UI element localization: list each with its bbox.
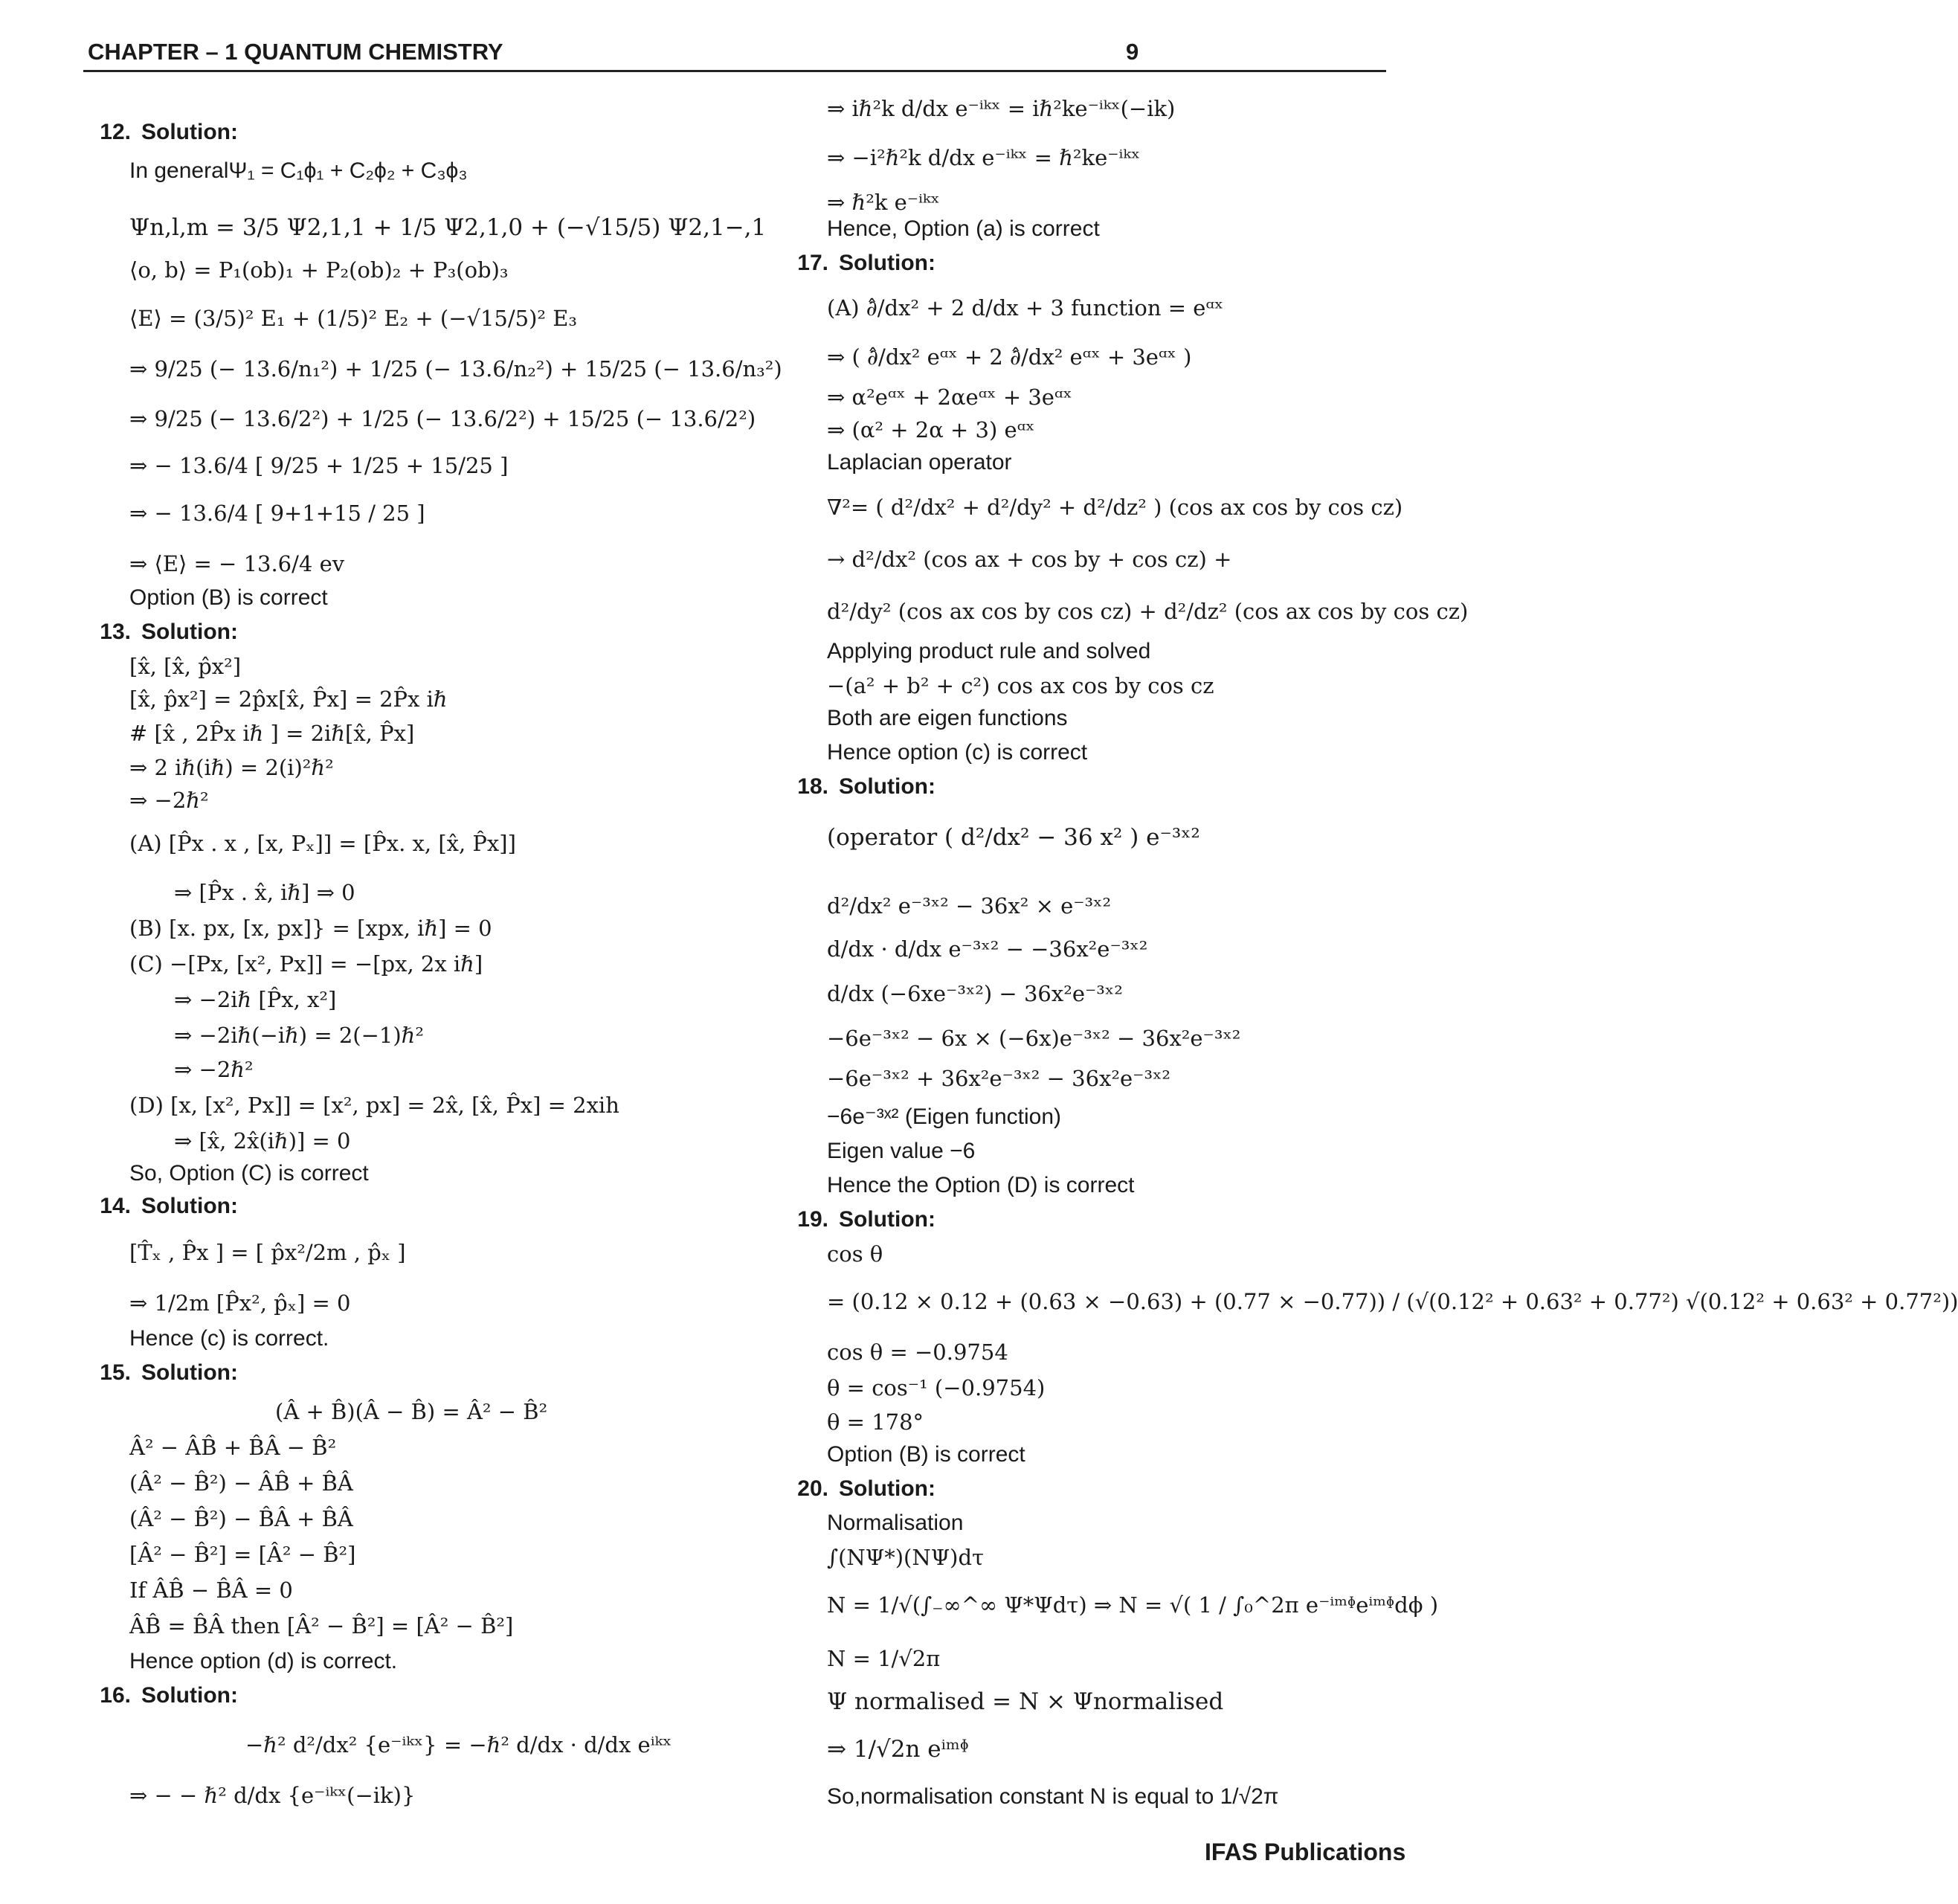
math-line: ⇒ 9/25 (− 13.6/2²) + 1/25 (− 13.6/2²) + 15/25 (− 13.6/2²) — [129, 406, 756, 431]
math-line: ⇒ iℏ²k d/dx e⁻ⁱᵏˣ = iℏ²ke⁻ⁱᵏˣ(−ik) — [827, 96, 1176, 121]
math-line: ⇒ − 13.6/4 [ 9/25 + 1/25 + 15/25 ] — [129, 453, 509, 478]
math-line: (Â² − B̂²) − B̂Â + B̂Â — [129, 1506, 353, 1531]
math-line: ⇒ −i²ℏ²k d/dx e⁻ⁱᵏˣ = ℏ²ke⁻ⁱᵏˣ — [827, 145, 1141, 170]
math-line: ÂB̂ = B̂Â then [Â² − B̂²] = [Â² − B̂²] — [129, 1613, 514, 1638]
solution-label: Solution: — [839, 1476, 935, 1501]
math-line: [Â² − B̂²] = [Â² − B̂²] — [129, 1542, 356, 1567]
math-line: d²/dy² (cos ax cos by cos cz) + d²/dz² (cos ax cos by cos cz) — [827, 599, 1469, 624]
text-line: So, Option (C) is correct — [129, 1161, 369, 1186]
math-line: (operator ( d²/dx² − 36 x² ) e⁻³ˣ² — [827, 824, 1200, 851]
chapter-title: CHAPTER – 1 QUANTUM CHEMISTRY — [88, 39, 503, 65]
math-line: ⇒ − − ℏ² d/dx {e⁻ⁱᵏˣ(−ik)} — [129, 1783, 416, 1808]
solution-label: Solution: — [141, 1360, 238, 1385]
solution-label: Solution: — [141, 1683, 238, 1708]
text-line: Hence, Option (a) is correct — [827, 216, 1100, 241]
solution-heading — [781, 1476, 935, 1502]
math-line: ⇒ [x̂, 2x̂(iℏ)] = 0 — [174, 1128, 351, 1154]
math-line: ⇒ ℏ²k e⁻ⁱᵏˣ — [827, 190, 940, 215]
math-line: (A) ∂̂/dx² + 2 d/dx + 3 function = eᵅˣ — [827, 295, 1224, 321]
math-line: [T̂ₓ , P̂x ] = [ p̂x²/2m , p̂ₓ ] — [129, 1240, 406, 1265]
question-number: 12. — [100, 120, 131, 144]
math-line: ⇒ − 13.6/4 [ 9+1+15 / 25 ] — [129, 501, 425, 526]
math-line: If ÂB̂ − B̂Â = 0 — [129, 1577, 293, 1603]
math-line: ⇒ −2iℏ(−iℏ) = 2(−1)ℏ² — [174, 1023, 424, 1048]
solution-heading — [83, 1360, 238, 1386]
solution-heading — [781, 1206, 935, 1233]
solution-heading — [83, 619, 238, 646]
text-line: Hence (c) is correct. — [129, 1326, 329, 1351]
math-line: −ℏ² d²/dx² {e⁻ⁱᵏˣ} = −ℏ² d/dx · d/dx eⁱᵏˣ — [245, 1732, 672, 1757]
math-line: ∇²= ( d²/dx² + d²/dy² + d²/dz² ) (cos ax cos by cos cz) — [827, 495, 1403, 520]
text-line: Option (B) is correct — [827, 1442, 1025, 1467]
solution-heading — [781, 250, 935, 277]
math-line: −6e⁻³ˣ² + 36x²e⁻³ˣ² − 36x²e⁻³ˣ² — [827, 1066, 1171, 1091]
math-line: ⇒ 2 iℏ(iℏ) = 2(i)²ℏ² — [129, 755, 334, 780]
math-line: θ = 178° — [827, 1409, 924, 1435]
text-line: Eigen value −6 — [827, 1139, 976, 1163]
math-line: ⇒ −2iℏ [P̂x, x²] — [174, 987, 337, 1012]
math-line: ∫(NΨ*)(NΨ)dτ — [827, 1545, 985, 1570]
math-line: d²/dx² e⁻³ˣ² − 36x² × e⁻³ˣ² — [827, 893, 1112, 919]
text-line: Applying product rule and solved — [827, 639, 1151, 663]
math-line: (C) −[Px, [x², Px]] = −[px, 2x iℏ] — [129, 951, 483, 977]
math-line: ⟨o, b⟩ = P₁(ob)₁ + P₂(ob)₂ + P₃(ob)₃ — [129, 257, 509, 283]
math-line: ⇒ α²eᵅˣ + 2αeᵅˣ + 3eᵅˣ — [827, 385, 1072, 410]
math-line: −6e⁻³ˣ² − 6x × (−6x)e⁻³ˣ² − 36x²e⁻³ˣ² — [827, 1026, 1241, 1051]
question-number: 15. — [100, 1360, 131, 1385]
solution-label: Solution: — [141, 1194, 238, 1218]
question-number: 13. — [100, 620, 131, 644]
math-line: Ψ normalised = N × Ψnormalised — [827, 1688, 1224, 1715]
math-line: Ψn,l,m = 3/5 Ψ2,1,1 + 1/5 Ψ2,1,0 + (−√15/5) Ψ2,1−,1 — [129, 214, 767, 241]
math-line: ⇒ −2ℏ² — [174, 1057, 254, 1082]
math-line: (Â² − B̂²) − ÂB̂ + B̂Â — [129, 1470, 353, 1496]
math-line: (B) [x. px, [x, px]} = [xpx, iℏ] = 0 — [129, 916, 492, 941]
question-number: 17. — [797, 251, 828, 275]
question-number: 16. — [100, 1683, 131, 1708]
math-line: Â² − ÂB̂ + B̂Â − B̂² — [129, 1435, 337, 1460]
solution-label: Solution: — [141, 120, 238, 144]
math-line: # [x̂ , 2P̂x iℏ ] = 2iℏ[x̂, P̂x] — [129, 721, 415, 746]
text-line: So,normalisation constant N is equal to 1/√2π — [827, 1784, 1279, 1809]
math-line: (Â + B̂)(Â − B̂) = Â² − B̂² — [275, 1399, 548, 1424]
solution-heading — [83, 1193, 238, 1220]
question-number: 19. — [797, 1207, 828, 1232]
text-line: Hence the Option (D) is correct — [827, 1173, 1135, 1197]
math-line: [x̂, [x̂, p̂x²] — [129, 654, 242, 679]
math-line: ⇒ ⟨E⟩ = − 13.6/4 ev — [129, 551, 345, 576]
math-line: N = 1/√(∫₋∞^∞ Ψ*Ψdτ) ⇒ N = √( 1 / ∫₀^2π e⁻ⁱᵐᶲeⁱᵐᶲdϕ ) — [827, 1592, 1439, 1618]
publisher-footer: IFAS Publications — [1205, 1839, 1406, 1865]
math-line: cos θ — [827, 1241, 883, 1267]
math-line: θ = cos⁻¹ (−0.9754) — [827, 1375, 1046, 1400]
math-line: ⇒ 9/25 (− 13.6/n₁²) + 1/25 (− 13.6/n₂²) + 15/25 (− 13.6/n₃²) — [129, 356, 782, 382]
text-line: Hence option (c) is correct — [827, 740, 1088, 765]
math-line: ⇒ 1/2m [P̂x², p̂ₓ] = 0 — [129, 1290, 351, 1316]
solution-label: Solution: — [839, 774, 935, 799]
math-line: ⇒ 1/√2n eⁱᵐᶲ — [827, 1736, 969, 1763]
text-line: Normalisation — [827, 1511, 964, 1535]
math-line: ⟨E⟩ = (3/5)² E₁ + (1/5)² E₂ + (−√15/5)² E₃ — [129, 306, 578, 331]
math-line: (D) [x, [x², Px]] = [x², px] = 2x̂, [x̂, P̂x] = 2xih — [129, 1093, 619, 1118]
solution-label: Solution: — [141, 620, 238, 644]
text-line: Hence option (d) is correct. — [129, 1649, 398, 1673]
text-line: In generalΨ₁ = C₁ϕ₁ + C₂ϕ₂ + C₃ϕ₃ — [129, 158, 468, 183]
question-number: 20. — [797, 1476, 828, 1501]
text-line: −6e⁻³ˣ² (Eigen function) — [827, 1104, 1061, 1129]
text-line: Laplacian operator — [827, 450, 1012, 475]
math-line: ⇒ [P̂x . x̂, iℏ] ⇒ 0 — [174, 880, 355, 905]
solution-heading — [83, 119, 238, 146]
math-line: ⇒ −2ℏ² — [129, 788, 209, 813]
math-line: = (0.12 × 0.12 + (0.63 × −0.63) + (0.77 × −0.77)) / (√(0.12² + 0.63² + 0.77²) √(0.12² + 0.63² + 0.77²)) — [827, 1289, 1958, 1314]
math-line: ⇒ ( ∂̂/dx² eᵅˣ + 2 ∂̂/dx² eᵅˣ + 3eᵅˣ ) — [827, 344, 1192, 370]
solution-heading — [781, 774, 935, 800]
text-line: Both are eigen functions — [827, 706, 1068, 730]
math-line: cos θ = −0.9754 — [827, 1339, 1008, 1365]
math-line: ⇒ (α² + 2α + 3) eᵅˣ — [827, 417, 1035, 443]
math-line: d/dx · d/dx e⁻³ˣ² − −36x²e⁻³ˣ² — [827, 936, 1148, 962]
math-line: (A) [P̂x . x , [x, Pₓ]] = [P̂x. x, [x̂, P̂x]] — [129, 831, 516, 856]
math-line: [x̂, p̂x²] = 2p̂x[x̂, P̂x] = 2P̂x iℏ — [129, 686, 448, 712]
solution-label: Solution: — [839, 1207, 935, 1232]
solution-label: Solution: — [839, 251, 935, 275]
question-number: 14. — [100, 1194, 131, 1218]
text-line: Option (B) is correct — [129, 585, 328, 610]
math-line: −(a² + b² + c²) cos ax cos by cos cz — [827, 673, 1214, 698]
math-line: → d²/dx² (cos ax + cos by + cos cz) + — [827, 547, 1232, 572]
page-number: 9 — [1126, 39, 1139, 65]
math-line: N = 1/√2π — [827, 1646, 941, 1671]
question-number: 18. — [797, 774, 828, 799]
solution-heading — [83, 1682, 238, 1709]
math-line: d/dx (−6xe⁻³ˣ²) − 36x²e⁻³ˣ² — [827, 981, 1123, 1006]
page-header — [83, 36, 1386, 72]
